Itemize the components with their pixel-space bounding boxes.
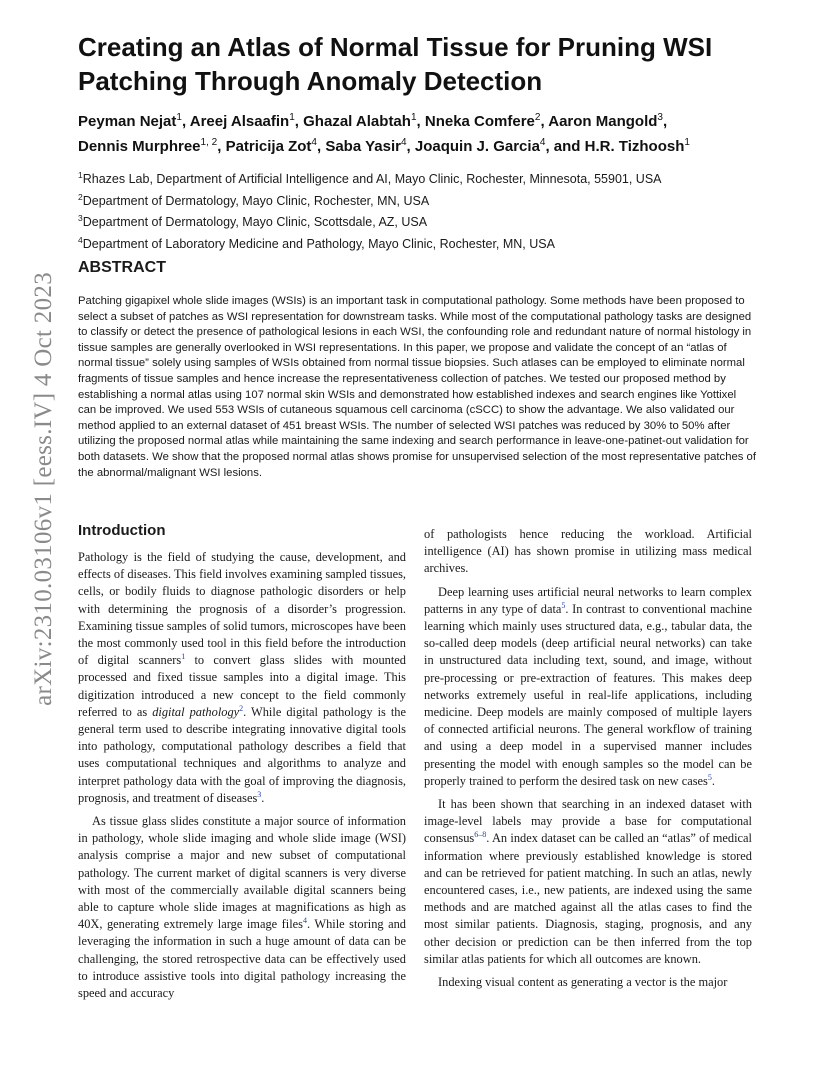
author-name: Aaron Mangold xyxy=(548,113,658,130)
affiliation-text: Department of Dermatology, Mayo Clinic, Scottsdale, AZ, USA xyxy=(82,215,428,230)
citation-link[interactable]: 4 xyxy=(302,916,307,926)
citation-link[interactable]: 6–8 xyxy=(474,830,487,840)
text-run: As tissue glass slides constitute a major source of information in pathology, whole slide imaging and whole slide image (WSI) analysis comprise a major and new subset of computational pathology. The current market of digital scanners is very diverse with most of the commercially available digital scanners being able to capture whole slide images at magnifications as high as 40X, generating extremely large image files xyxy=(78,814,406,932)
author-name: Nneka Comfere xyxy=(424,113,535,130)
citation-link[interactable]: 2 xyxy=(239,703,244,713)
author-name: Peyman Nejat xyxy=(78,113,177,130)
introduction-heading: Introduction xyxy=(78,522,166,539)
author-list: Peyman Nejat$^1$, Areej Alsaafin$^1$, Ghazal Alabtah$^1$, Nneka Comfere$^2$, Aaron Mangold$^3$, Dennis Murphree$^{1, 2}$, Patricija Zot$^4$, Saba Yasir$^4$, Joaquin J. Garcia$^4$, and H.R. Tizhoosh$^1$ xyxy=(78,112,690,155)
affiliation-list xyxy=(78,167,778,254)
citation-link[interactable]: 5 xyxy=(561,600,566,610)
intro-paragraph xyxy=(78,549,406,807)
affiliation-number: 1 xyxy=(78,170,83,180)
intro-paragraph xyxy=(78,813,406,1002)
left-column xyxy=(78,549,406,1002)
author-name: Areej Alsaafin xyxy=(189,113,290,130)
author-name: Joaquin J. Garcia xyxy=(414,138,540,155)
abstract-heading: ABSTRACT xyxy=(78,259,166,276)
affiliation-text: Department of Dermatology, Mayo Clinic, Rochester, MN, USA xyxy=(82,193,430,208)
author-name: Saba Yasir xyxy=(325,138,401,155)
citation-link[interactable]: 1 xyxy=(181,652,186,662)
affiliation xyxy=(78,167,778,189)
text-run: Pathology is the field of studying the cause, development, and effects of diseases. This field involves examining sampled tissues, cells, or bodily fluids to diagnose pathologic disorders or help with determining the prognosis of a disorder’s progression. Examining tissue samples of solid tumors, microscopes have been the most commonly used tool in this field before the introduction of digital scanners xyxy=(78,550,406,668)
text-run: . In contrast to conventional machine learning which mainly uses structured data, e.g., tabular data, the so-called deep models (deep artificial neural networks) can take in unstructured data including text, sound, and image, without pre-processing or pre-extraction of features. This makes deep networks extremely useful in real-life applications, including medicine. Deep models are mainly composed of multiple layers of connected artificial neurons. The general workflow of training and using a deep model in a supervised manner includes presenting the model with enough samples so the model can be properly trained to perform the desired task on new cases xyxy=(424,601,752,788)
arxiv-stamp-text: arXiv:2310.03106v1 [eess.IV] 4 Oct 2023 xyxy=(30,272,57,706)
text-run: . xyxy=(261,790,265,805)
text-run: Deep learning uses artificial neural networks to learn complex patterns in any type of data xyxy=(424,584,752,616)
intro-paragraph xyxy=(424,796,752,968)
affiliation xyxy=(78,232,778,254)
author-affil-mark: 4 xyxy=(400,137,407,148)
text-run: to convert glass slides with mounted processed and fixed tissue samples into a digital image. This digitization introduced a new concept to the field commonly referred to as xyxy=(78,653,406,719)
emphasis-text: digital pathology xyxy=(152,704,240,719)
paper-title: Creating an Atlas of Normal Tissue for Pruning WSI Patching Through Anomaly Detection xyxy=(78,32,713,96)
affiliation-number: 3 xyxy=(78,213,83,224)
arxiv-stamp xyxy=(22,272,66,706)
author-affil-mark: 1, 2 xyxy=(200,137,218,148)
affiliation-text: Rhazes Lab, Department of Artificial Intelligence and AI, Mayo Clinic, Rochester, Minnesota, 55901, USA xyxy=(82,172,662,187)
text-run: . While digital pathology is the general term used to describe integrating innovative digital tools into pathology, computational pathology describes a field that uses computational techniques and algorithms to analyze and interpret pathology data with the goal of improving the diagnosis, prognosis, and treatment of diseases xyxy=(78,704,407,805)
text-run: . An index dataset can be called an “atlas” of medical information where previously established knowledge is stored and can be retrieved for patient matching. In such an atlas, newly encountered cases, i.e., new patients, are indexed using the same methods and are matched against all the atlas cases to find the most similar patients. Diagnosis, staging, prognosis, and any other decision or prediction can be then inferred from the top similar atlas patients for which all outcomes are known. xyxy=(424,831,752,966)
author-affil-mark: 3 xyxy=(657,112,663,123)
affiliation xyxy=(78,189,778,211)
text-run: . While storing and leveraging the information in such a huge amount of data can be challenging, the stored retrospective data can be effectively used to introduce assistive tools into digital pathology increasing the speed and accuracy xyxy=(78,917,406,1001)
abstract-body: Patching gigapixel whole slide images (WSIs) is an important task in computational pathology. Some methods have been proposed to select a subset of patches as WSI representation for downstream tasks. While most of the computational pathology tasks are designed to classify or detect the presence of pathological lesions in each WSI, the confounding role and redundant nature of normal histology in tissue samples are generally overlooked in WSI representations. In this paper, we propose and validate the concept of an “atlas of normal tissue” solely using samples of WSIs obtained from normal tissue biopsies. Such atlases can be employed to eliminate normal fragments of tissue samples and hence increase the representativeness collection of patches. We tested our proposed method by establishing a normal atlas using 107 normal skin WSIs and demonstrated how established indexes and search engines like Yottixel can be improved. We used 553 WSIs of cutaneous squamous cell carcinoma (cSCC) to show the advantage. We also validated our method applied to an external dataset of 451 breast WSIs. The number of selected WSI patches was reduced by 30% to 50% after utilizing the proposed normal atlas while maintaining the same indexing and search performance in leave-one-patinet-out validation for both datasets. We show that the proposed normal atlas shows promise for unsupervised selection of the most representative patches of the abnormal/malignant WSI lesions. xyxy=(78,295,756,479)
author-affil-mark: 1 xyxy=(176,112,182,123)
intro-paragraph: of pathologists hence reducing the workload. Artificial intelligence (AI) has shown promise in utilizing mass medical archives. xyxy=(424,527,752,576)
author-affil-mark: 1 xyxy=(410,112,417,123)
affiliation xyxy=(78,210,778,232)
intro-paragraph xyxy=(424,584,752,790)
text-run: . xyxy=(711,773,715,788)
author-name: H.R. Tizhoosh xyxy=(584,138,685,155)
citation-link[interactable]: 5 xyxy=(707,772,712,782)
author-name: Patricija Zot xyxy=(225,138,312,155)
text-run: It has been shown that searching in an indexed dataset with image-level labels may provide a base for computational consensus xyxy=(424,797,752,846)
author-affil-mark: 1 xyxy=(684,137,690,148)
author-affil-mark: 4 xyxy=(539,137,546,148)
affiliation-number: 4 xyxy=(78,234,83,245)
intro-paragraph: Indexing visual content as generating a vector is the major xyxy=(438,975,728,990)
citation-link[interactable]: 3 xyxy=(257,789,262,799)
author-affil-mark: 2 xyxy=(534,112,541,123)
author-affil-mark: 1 xyxy=(289,112,295,123)
author-name: Dennis Murphree xyxy=(78,138,201,155)
author-affil-mark: 4 xyxy=(311,137,317,148)
affiliation-number: 2 xyxy=(78,191,83,202)
right-column xyxy=(424,526,752,991)
author-name: Ghazal Alabtah xyxy=(303,113,411,130)
affiliation-text: Department of Laboratory Medicine and Pathology, Mayo Clinic, Rochester, MN, USA xyxy=(82,237,555,252)
